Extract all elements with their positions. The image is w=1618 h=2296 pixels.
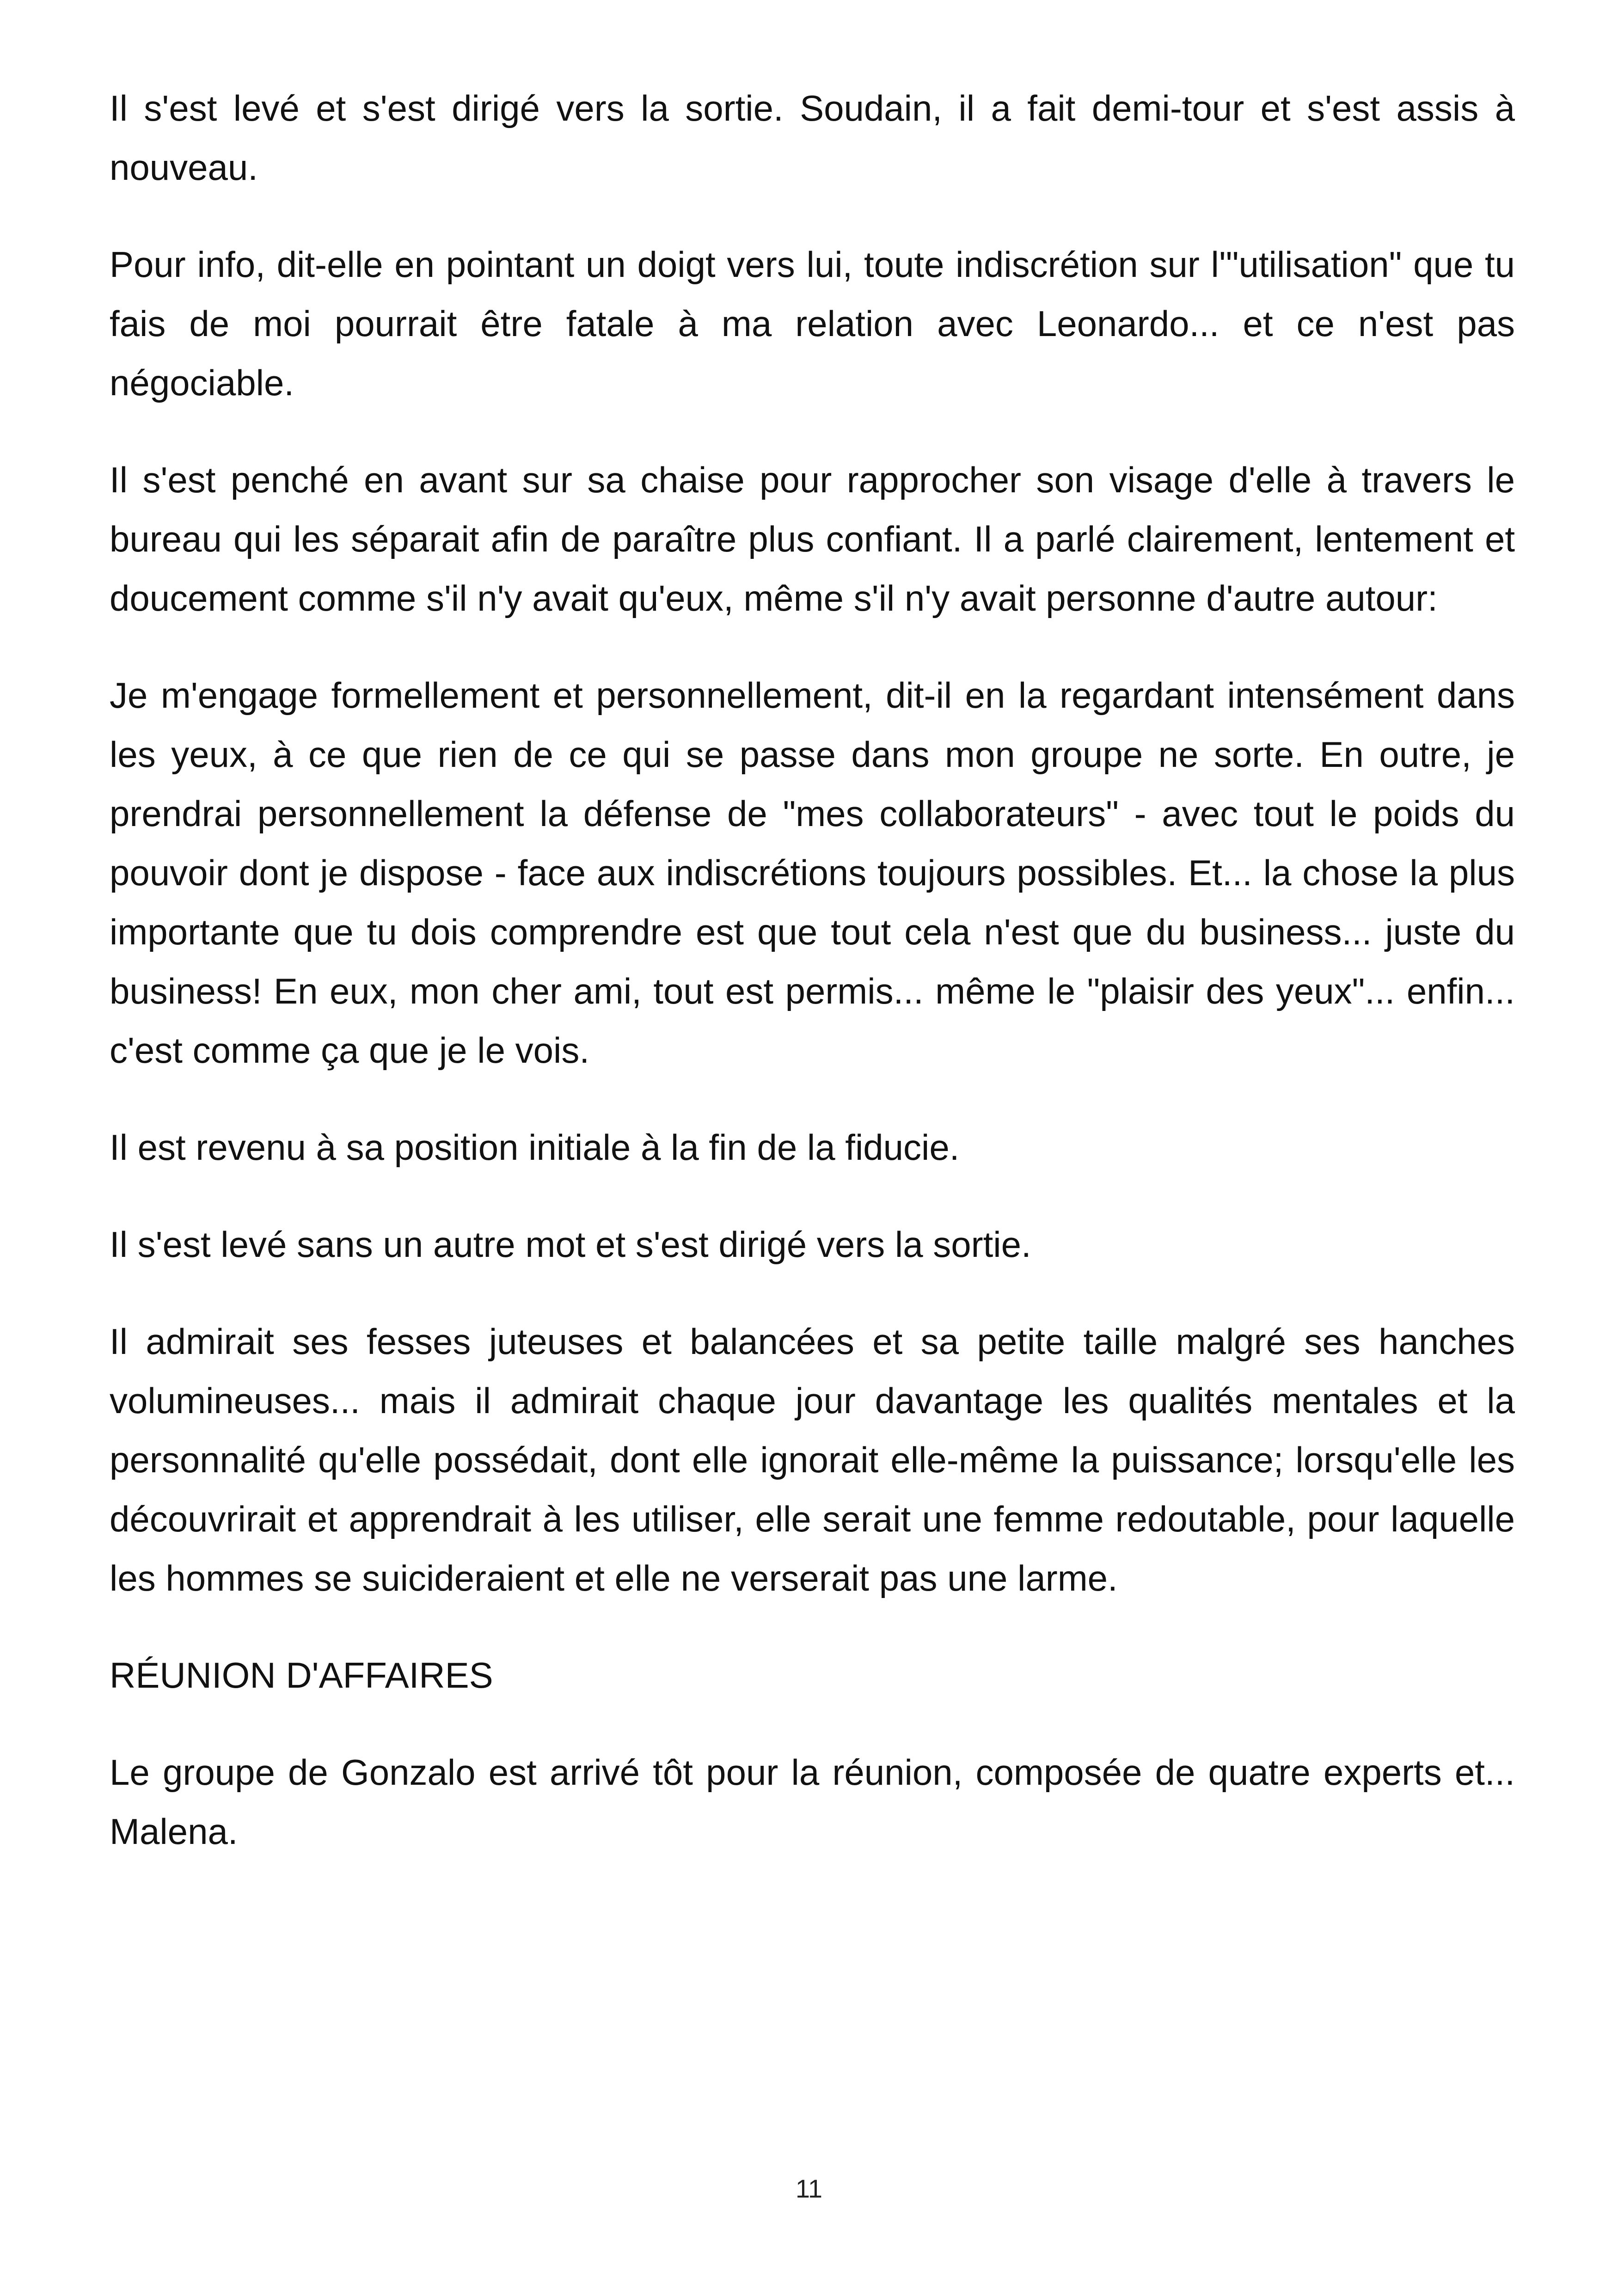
paragraph-1: Il s'est levé et s'est dirigé vers la sortie. Soudain, il a fait demi-tour et s'est assis à nouveau. xyxy=(110,88,1515,188)
section-heading: RÉUNION D'AFFAIRES xyxy=(110,1655,493,1696)
closing-paragraph: Le groupe de Gonzalo est arrivé tôt pour la réunion, composée de quatre experts et... Malena. xyxy=(110,1752,1515,1852)
paragraph-5: Il est revenu à sa position initiale à la fin de la fiducie. xyxy=(110,1127,960,1168)
paragraph-7: Il admirait ses fesses juteuses et balancées et sa petite taille malgré ses hanches volumineuses... mais il admirait chaque jour davantage les qualités mentales et la personnalité qu'elle possédait, dont elle ignorait elle-même la puissance; lorsqu'elle les découvrirait et apprendrait à les utiliser, elle serait une femme redoutable, pour laquelle les hommes se suicideraient et elle ne verserait pas une larme. xyxy=(110,1321,1515,1598)
paragraph-4: Je m'engage formellement et personnellement, dit-il en la regardant intensément dans les yeux, à ce que rien de ce qui se passe dans mon groupe ne sorte. En outre, je prendrai personnellement la défense de "mes collaborateurs" - avec tout le poids du pouvoir dont je dispose - face aux indiscrétions toujours possibles. Et... la chose la plus importante que tu dois comprendre est que tout cela n'est que du business... juste du business! En eux, mon cher ami, tout est permis... même le "plaisir des yeux"... enfin... c'est comme ça que je le vois. xyxy=(110,675,1515,1071)
body-text xyxy=(110,79,1515,1899)
paragraph-2: Pour info, dit-elle en pointant un doigt vers lui, toute indiscrétion sur l'"utilisation" que tu fais de moi pourrait être fatale à ma relation avec Leonardo... et ce n'est pas négociable. xyxy=(110,244,1515,403)
paragraph-3: Il s'est penché en avant sur sa chaise pour rapprocher son visage d'elle à travers le bureau qui les séparait afin de paraître plus confiant. Il a parlé clairement, lentement et doucement comme s'il n'y avait qu'eux, même s'il n'y avait personne d'autre autour: xyxy=(110,459,1515,618)
paragraph-6: Il s'est levé sans un autre mot et s'est dirigé vers la sortie. xyxy=(110,1224,1031,1265)
page-number: 11 xyxy=(795,2174,823,2203)
